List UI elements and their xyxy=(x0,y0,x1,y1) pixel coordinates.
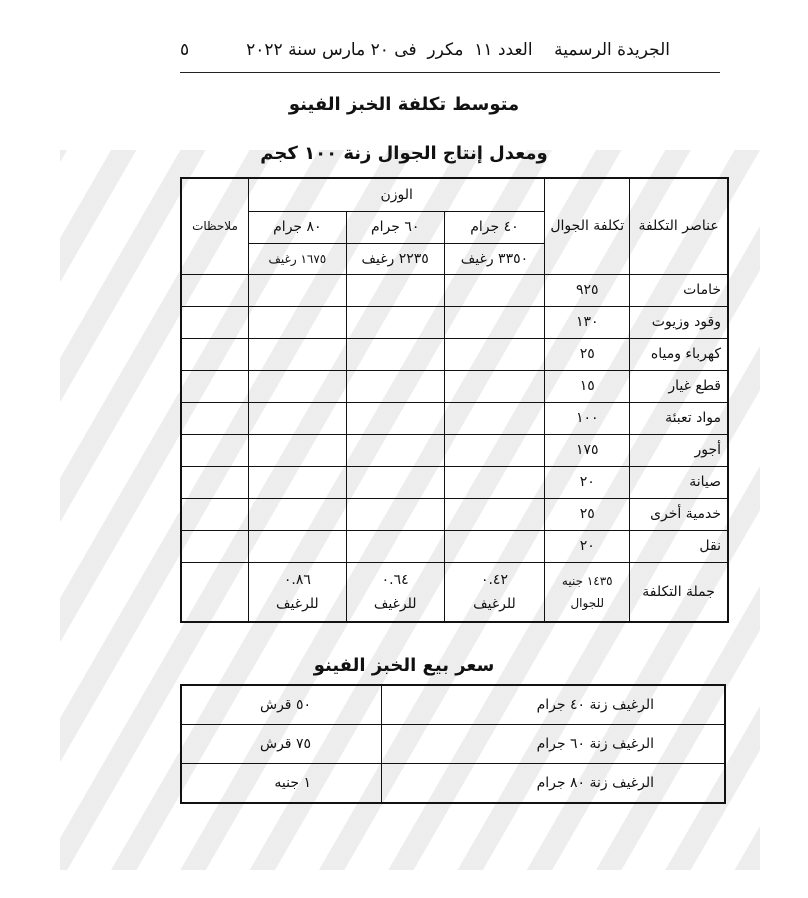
cost-item: خامات xyxy=(630,274,728,306)
per-loaf-60 xyxy=(346,562,444,622)
empty-cell xyxy=(248,530,346,562)
empty-cell xyxy=(181,402,248,434)
cost-row xyxy=(181,306,728,338)
price-value: ٥٠ قرش xyxy=(181,685,382,725)
empty-cell xyxy=(181,306,248,338)
empty-cell xyxy=(444,498,545,530)
weight-grams: ٨٠ جرام xyxy=(248,211,346,243)
cost-value: ١٥ xyxy=(545,370,630,402)
empty-cell xyxy=(248,306,346,338)
col-items-header: عناصر التكلفة xyxy=(630,178,728,274)
empty-cell xyxy=(181,434,248,466)
price-row xyxy=(181,685,725,725)
notes-cell xyxy=(181,562,248,622)
cost-item: أجور xyxy=(630,434,728,466)
per-loaf-unit: للرغيف xyxy=(473,595,516,612)
price-value: ٧٥ قرش xyxy=(181,725,382,764)
cost-row xyxy=(181,370,728,402)
empty-cell xyxy=(181,338,248,370)
cost-row xyxy=(181,530,728,562)
empty-cell xyxy=(444,274,545,306)
price-row xyxy=(181,764,725,804)
cost-item: مواد تعبئة xyxy=(630,402,728,434)
empty-cell xyxy=(181,370,248,402)
col-notes-header: ملاحظات xyxy=(181,178,248,274)
empty-cell xyxy=(444,338,545,370)
total-label: جملة التكلفة xyxy=(630,562,728,622)
cost-item: وقود وزيوت xyxy=(630,306,728,338)
empty-cell xyxy=(346,434,444,466)
page-header xyxy=(180,40,670,64)
per-loaf-40 xyxy=(444,562,545,622)
empty-cell xyxy=(248,402,346,434)
cost-value: ١٠٠ xyxy=(545,402,630,434)
cost-value: ٢٥ xyxy=(545,338,630,370)
cost-value: ٢٠ xyxy=(545,466,630,498)
empty-cell xyxy=(444,402,545,434)
cost-row xyxy=(181,338,728,370)
empty-cell xyxy=(181,466,248,498)
cost-value: ١٣٠ xyxy=(545,306,630,338)
empty-cell xyxy=(248,498,346,530)
empty-cell xyxy=(248,338,346,370)
empty-cell xyxy=(346,306,444,338)
empty-cell xyxy=(181,530,248,562)
cost-row xyxy=(181,274,728,306)
col-cost-header: تكلفة الجوال xyxy=(545,178,630,274)
per-loaf-value: ٠.٦٤ xyxy=(381,571,409,588)
header-rule xyxy=(180,72,720,73)
empty-cell xyxy=(181,498,248,530)
cost-item: قطع غيار xyxy=(630,370,728,402)
title-3: سعر بيع الخبز الفينو xyxy=(313,655,495,676)
per-loaf-value: ٠.٨٦ xyxy=(283,571,311,588)
empty-cell xyxy=(346,498,444,530)
page-number: ٥ xyxy=(180,40,190,60)
total-cost-unit: للجوال xyxy=(570,595,605,610)
cost-item: خدمية أخرى xyxy=(630,498,728,530)
cost-row xyxy=(181,466,728,498)
cost-value: ٢٥ xyxy=(545,498,630,530)
total-cost xyxy=(545,562,630,622)
empty-cell xyxy=(346,530,444,562)
per-loaf-value: ٠.٤٢ xyxy=(480,571,508,588)
empty-cell xyxy=(346,402,444,434)
empty-cell xyxy=(181,274,248,306)
weight-loaves: ٢٢٣٥ رغيف xyxy=(346,243,444,274)
price-value: ١ جنيه xyxy=(181,764,382,804)
empty-cell xyxy=(248,434,346,466)
empty-cell xyxy=(248,466,346,498)
total-cost-value: ١٤٣٥ جنيه xyxy=(561,573,613,588)
cost-row xyxy=(181,402,728,434)
cost-item: كهرباء ومياه xyxy=(630,338,728,370)
per-loaf-80 xyxy=(248,562,346,622)
price-row xyxy=(181,725,725,764)
empty-cell xyxy=(346,370,444,402)
empty-cell xyxy=(444,434,545,466)
cost-item: نقل xyxy=(630,530,728,562)
empty-cell xyxy=(346,466,444,498)
weight-loaves: ٣٣٥٠ رغيف xyxy=(444,243,545,274)
total-row xyxy=(181,562,728,622)
per-loaf-unit: للرغيف xyxy=(276,595,319,612)
header-text: الجريدة الرسمية العدد ١١ مكرر فى ٢٠ مارس سنة ٢٠٢٢ xyxy=(246,40,670,60)
price-item: الرغيف زنة ٨٠ جرام xyxy=(382,764,726,804)
col-weight-header: الوزن xyxy=(248,178,544,211)
cost-row xyxy=(181,434,728,466)
per-loaf-unit: للرغيف xyxy=(373,595,417,612)
empty-cell xyxy=(444,466,545,498)
weight-grams: ٤٠ جرام xyxy=(444,211,545,243)
empty-cell xyxy=(444,530,545,562)
price-item: الرغيف زنة ٤٠ جرام xyxy=(382,685,726,725)
empty-cell xyxy=(346,338,444,370)
cost-value: ٢٠ xyxy=(545,530,630,562)
empty-cell xyxy=(444,306,545,338)
cost-table xyxy=(180,177,729,623)
price-item: الرغيف زنة ٦٠ جرام xyxy=(382,725,726,764)
cost-value: ١٧٥ xyxy=(545,434,630,466)
cost-row xyxy=(181,498,728,530)
price-table xyxy=(180,684,726,804)
empty-cell xyxy=(248,370,346,402)
empty-cell xyxy=(444,370,545,402)
title-2: ومعدل إنتاج الجوال زنة ١٠٠ كجم xyxy=(260,143,548,164)
empty-cell xyxy=(346,274,444,306)
weight-grams: ٦٠ جرام xyxy=(346,211,444,243)
title-1: متوسط تكلفة الخبز الفينو xyxy=(288,94,520,115)
cost-item: صيانة xyxy=(630,466,728,498)
weight-loaves: ١٦٧٥ رغيف xyxy=(248,243,346,274)
empty-cell xyxy=(248,274,346,306)
cost-value: ٩٢٥ xyxy=(545,274,630,306)
